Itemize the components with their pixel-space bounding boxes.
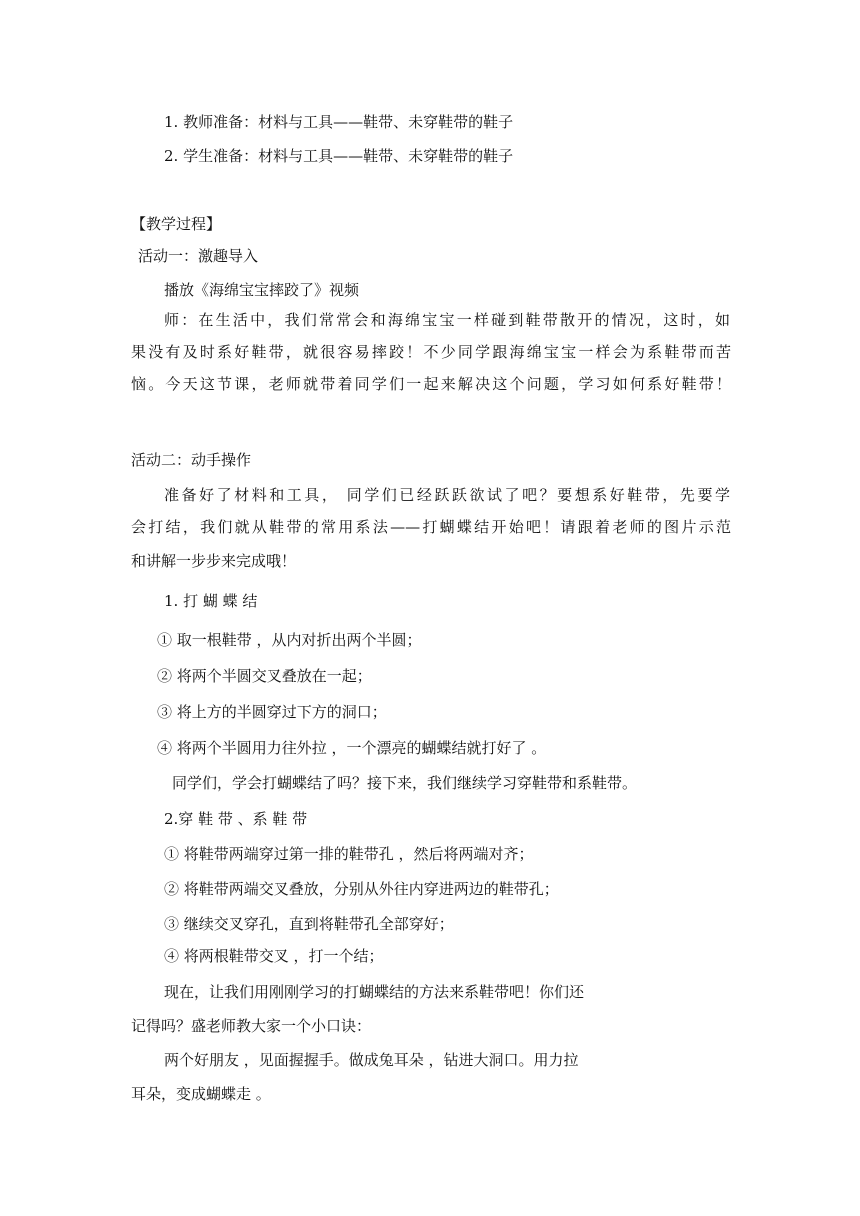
lace-step-3: ③ 继续交叉穿孔，直到将鞋带孔全部穿好；: [164, 915, 454, 933]
process-heading: 【教学过程】: [131, 215, 222, 233]
activity2-title: 活动二：动手操作: [131, 451, 252, 469]
lace-step-4: ④ 将两根鞋带交叉 ，打一个结；: [164, 947, 384, 965]
bow-step-3: ③ 将上方的半圆穿过下方的洞口；: [157, 703, 387, 721]
student-prep: 2. 学生准备：材料与工具——鞋带、未穿鞋带的鞋子: [164, 147, 514, 165]
activity2-intro-line1: 准备好了材料和工具， 同学们已经跃跃欲试了吧？要想系好鞋带，先要学: [164, 486, 730, 504]
activity1-title: 活动一：激趣导入: [138, 247, 259, 265]
activity1-video: 播放《海绵宝宝摔跤了》视频: [164, 281, 360, 299]
transition-text: 同学们，学会打蝴蝶结了吗？接下来，我们继续学习穿鞋带和系鞋带。: [172, 774, 638, 792]
activity1-paragraph-line3: 恼。今天这节课，老师就带着同学们一起来解决这个问题，学习如何系好鞋带！: [131, 375, 731, 393]
activity2-intro-line2: 会打结，我们就从鞋带的常用系法——打蝴蝶结开始吧！请跟着老师的图片示范: [131, 518, 731, 536]
bow-step-1: ① 取一根鞋带 ，从内对折出两个半圆；: [157, 631, 422, 649]
bow-step-2: ② 将两个半圆交叉叠放在一起；: [157, 667, 372, 685]
now-line1: 现在，让我们用刚刚学习的打蝴蝶结的方法来系鞋带吧！你们还: [164, 983, 585, 1001]
activity1-paragraph-line1: 师：在生活中，我们常常会和海绵宝宝一样碰到鞋带散开的情况，这时，如: [164, 311, 730, 329]
rhyme-line2: 耳朵，变成蝴蝶走 。: [131, 1085, 271, 1103]
bow-title: 1. 打 蝴 蝶 结: [164, 592, 258, 610]
rhyme-line1: 两个好朋友 ，见面握握手。做成兔耳朵 ，钻进大洞口。用力拉: [164, 1051, 579, 1069]
lace-title: 2.穿 鞋 带 、系 鞋 带: [164, 810, 308, 828]
bow-step-4: ④ 将两个半圆用力往外拉 ，一个漂亮的蝴蝶结就打好了 。: [157, 739, 547, 757]
activity1-paragraph-line2: 果没有及时系好鞋带，就很容易摔跤！不少同学跟海绵宝宝一样会为系鞋带而苦: [131, 343, 731, 361]
activity2-intro-line3: 和讲解一步步来完成哦！: [131, 552, 297, 570]
now-line2: 记得吗？盛老师教大家一个小口诀：: [131, 1017, 372, 1035]
lace-step-1: ① 将鞋带两端穿过第一排的鞋带孔 ，然后将两端对齐；: [164, 845, 534, 863]
lace-step-2: ② 将鞋带两端交叉叠放，分别从外往内穿进两边的鞋带孔；: [164, 880, 559, 898]
teacher-prep: 1. 教师准备：材料与工具——鞋带、未穿鞋带的鞋子: [164, 113, 514, 131]
